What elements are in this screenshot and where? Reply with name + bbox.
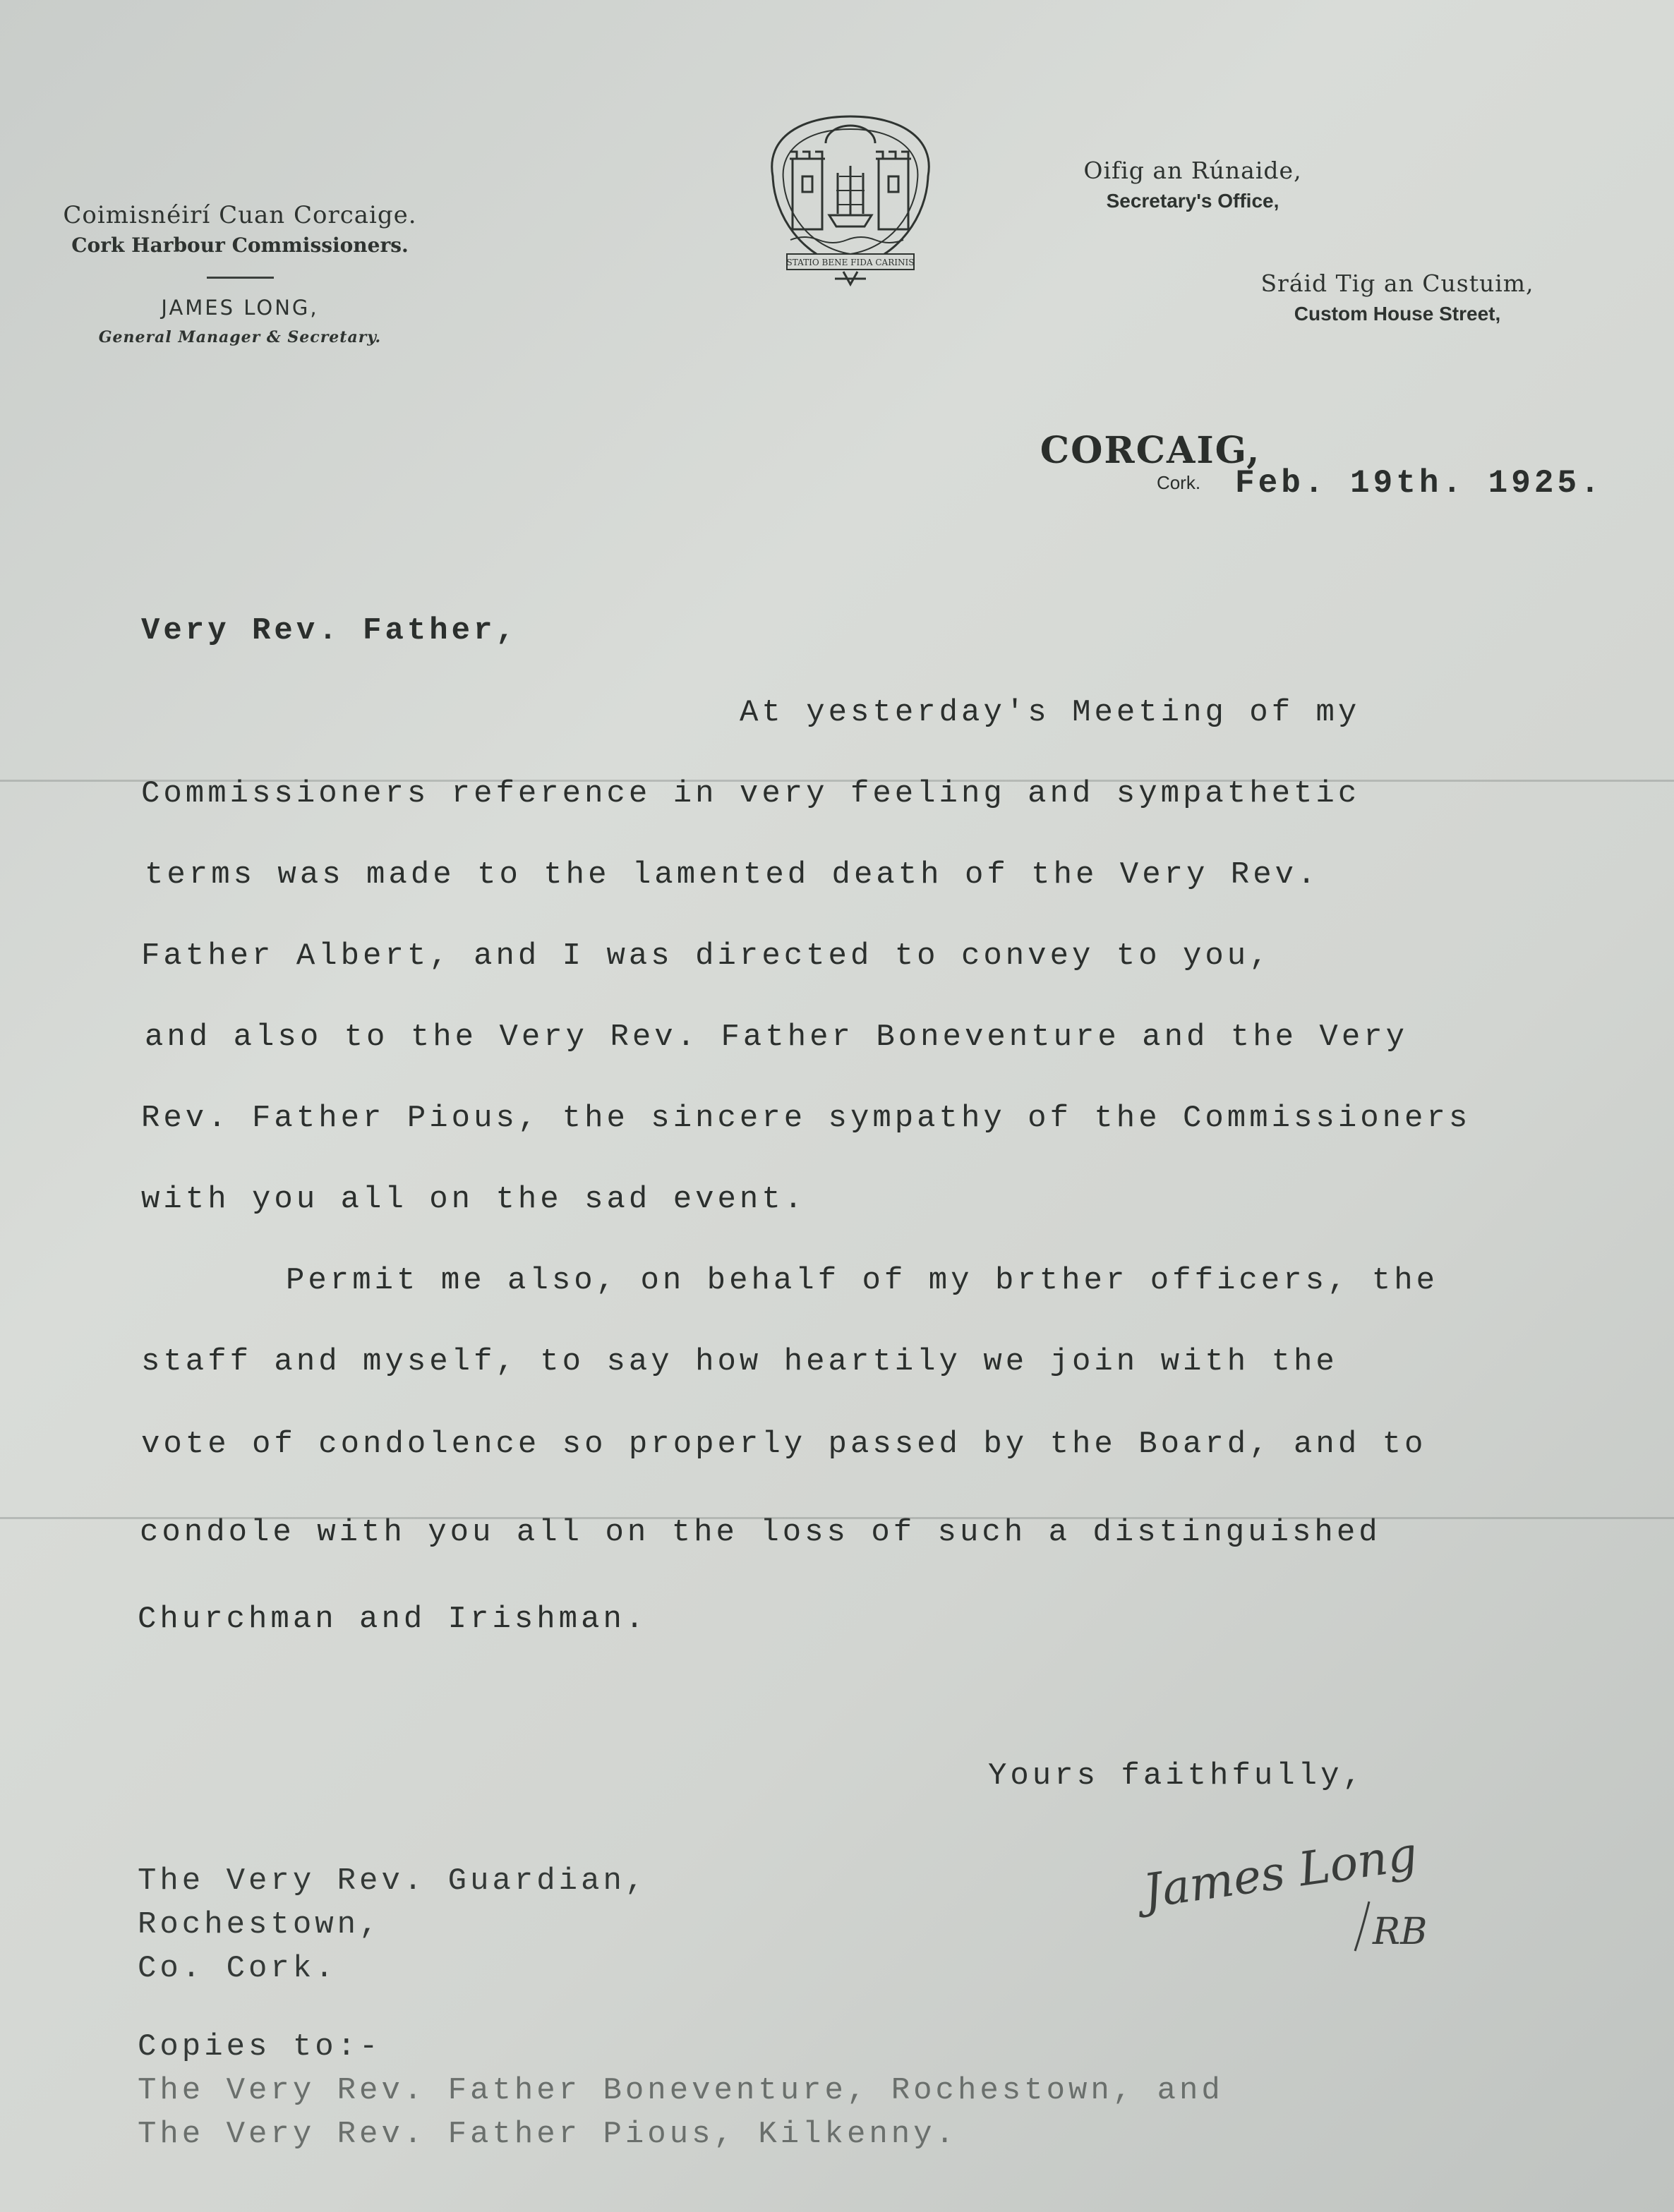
divider bbox=[207, 277, 274, 279]
city-english: Cork. bbox=[1156, 472, 1201, 493]
body-line: terms was made to the lamented death of the Very Rev. bbox=[145, 857, 1320, 893]
body-line: Commissioners reference in very feeling and sympathetic bbox=[141, 776, 1361, 811]
office-irish: Oifig an Rúnaide, bbox=[1083, 157, 1302, 184]
salutation: Very Rev. Father, bbox=[141, 613, 518, 648]
copies-line: The Very Rev. Father Boneventure, Rochestown, and bbox=[138, 2073, 1224, 2108]
org-name-english: Cork Harbour Commissioners. bbox=[71, 234, 409, 257]
city-heading bbox=[1037, 429, 1263, 494]
cork-crest-icon bbox=[759, 109, 942, 293]
letterhead-office bbox=[1023, 157, 1362, 212]
addressee-block bbox=[138, 1859, 647, 1990]
street-english: Custom House Street, bbox=[1294, 303, 1501, 325]
signature-text: James Long bbox=[1140, 1826, 1421, 1919]
body-line: Rev. Father Pious, the sincere sympathy of the Commissioners bbox=[141, 1101, 1471, 1136]
body-line: and also to the Very Rev. Father Boneventure and the Very bbox=[145, 1020, 1409, 1055]
copies-line: The Very Rev. Father Pious, Kilkenny. bbox=[138, 2117, 958, 2152]
body-line: Permit me also, on behalf of my brther officers, the bbox=[286, 1263, 1439, 1298]
letterhead-street bbox=[1214, 270, 1581, 325]
letterhead-left bbox=[42, 201, 438, 346]
body-line: vote of condolence so properly passed by the Board, and to bbox=[141, 1427, 1427, 1462]
org-name-irish: Coimisnéirí Cuan Corcaige. bbox=[63, 201, 417, 229]
addressee-line: Co. Cork. bbox=[138, 1951, 337, 1986]
body-line: At yesterday's Meeting of my bbox=[740, 695, 1361, 730]
sender-title: General Manager & Secretary. bbox=[98, 328, 382, 346]
letter-date: Feb. 19th. 1925. bbox=[1235, 465, 1603, 502]
city-irish: CORCAIG, bbox=[1040, 429, 1261, 472]
copies-block bbox=[138, 2025, 1224, 2156]
signature-initials: RB bbox=[1373, 1911, 1428, 1953]
crest-motto: STATIO BENE FIDA CARINIS bbox=[786, 258, 915, 267]
body-line: Father Albert, and I was directed to convey to you, bbox=[141, 938, 1272, 974]
addressee-line: The Very Rev. Guardian, bbox=[138, 1863, 648, 1899]
street-irish: Sráid Tig an Custuim, bbox=[1260, 270, 1534, 297]
copies-label: Copies to:- bbox=[138, 2029, 382, 2065]
body-line: with you all on the sad event. bbox=[141, 1182, 807, 1217]
office-english: Secretary's Office, bbox=[1106, 190, 1279, 212]
closing: Yours faithfully, bbox=[988, 1758, 1365, 1794]
body-line: Churchman and Irishman. bbox=[138, 1602, 648, 1637]
signature bbox=[1122, 1824, 1475, 1965]
body-line: condole with you all on the loss of such a distinguished bbox=[140, 1515, 1381, 1550]
body-line: staff and myself, to say how heartily we join with the bbox=[141, 1344, 1338, 1379]
sender-name: JAMES LONG, bbox=[161, 296, 319, 320]
addressee-line: Rochestown, bbox=[138, 1907, 382, 1942]
